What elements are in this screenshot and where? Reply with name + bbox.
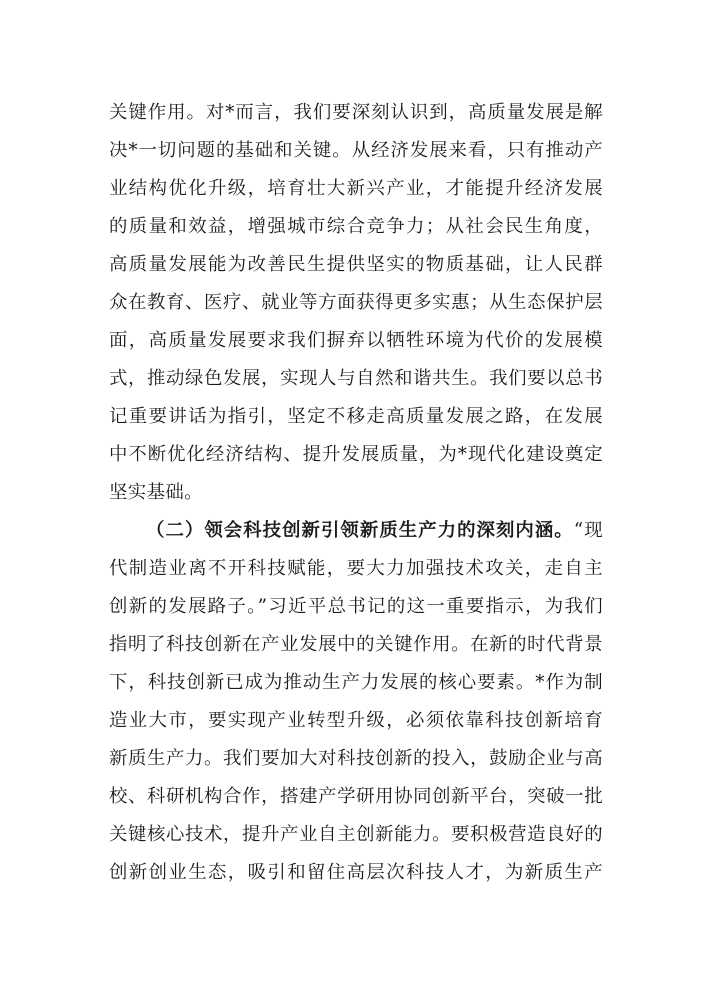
paragraph-line: 的质量和效益，增强城市综合竞争力；从社会民生角度，: [109, 216, 603, 237]
paragraph-line: 坚实基础。: [109, 482, 203, 503]
paragraph-line: 众在教育、医疗、就业等方面获得更多实惠；从生态保护层: [109, 292, 603, 313]
paragraph-line: 关键核心技术，提升产业自主创新能力。要积极营造良好的: [109, 824, 603, 845]
paragraph-line: 高质量发展能为改善民生提供坚实的物质基础，让人民群: [109, 254, 603, 275]
paragraph-first-line: [146, 519, 603, 543]
paragraph-line: 式，推动绿色发展，实现人与自然和谐共生。我们要以总书: [109, 368, 603, 389]
paragraph-line: 决*一切问题的基础和关键。从经济发展来看，只有推动产: [109, 140, 603, 161]
paragraph-line: 校、科研机构合作，搭建产学研用协同创新平台，突破一批: [109, 786, 603, 807]
paragraph-line: 指明了科技创新在产业发展中的关键作用。在新的时代背景: [109, 634, 603, 655]
paragraph-line: 创新创业生态，吸引和留住高层次科技人才，为新质生产: [109, 862, 603, 883]
paragraph-line: 中不断优化经济结构、提升发展质量，为*现代化建设奠定: [109, 444, 603, 465]
paragraph-line: 下，科技创新已成为推动生产力发展的核心要素。*作为制: [109, 672, 603, 693]
paragraph-line: 关键作用。对*而言，我们要深刻认识到，高质量发展是解: [109, 102, 603, 123]
section-heading: （二）领会科技创新引领新质生产力的深刻内涵。: [146, 520, 574, 541]
paragraph-line: 记重要讲话为指引，坚定不移走高质量发展之路，在发展: [109, 406, 603, 427]
paragraph-line: 面，高质量发展要求我们摒弃以牺牲环境为代价的发展模: [109, 330, 603, 351]
paragraph-line: 造业大市，要实现产业转型升级，必须依靠科技创新培育: [109, 710, 603, 731]
paragraph-line: 代制造业离不开科技赋能，要大力加强技术攻关，走自主: [109, 558, 603, 579]
paragraph-line: 业结构优化升级，培育壮大新兴产业，才能提升经济发展: [109, 178, 603, 199]
paragraph-line: 创新的发展路子。”习近平总书记的这一重要指示，为我们: [109, 596, 603, 617]
paragraph-line: 新质生产力。我们要加大对科技创新的投入，鼓励企业与高: [109, 748, 603, 769]
paragraph-line-text: “现: [573, 520, 603, 541]
